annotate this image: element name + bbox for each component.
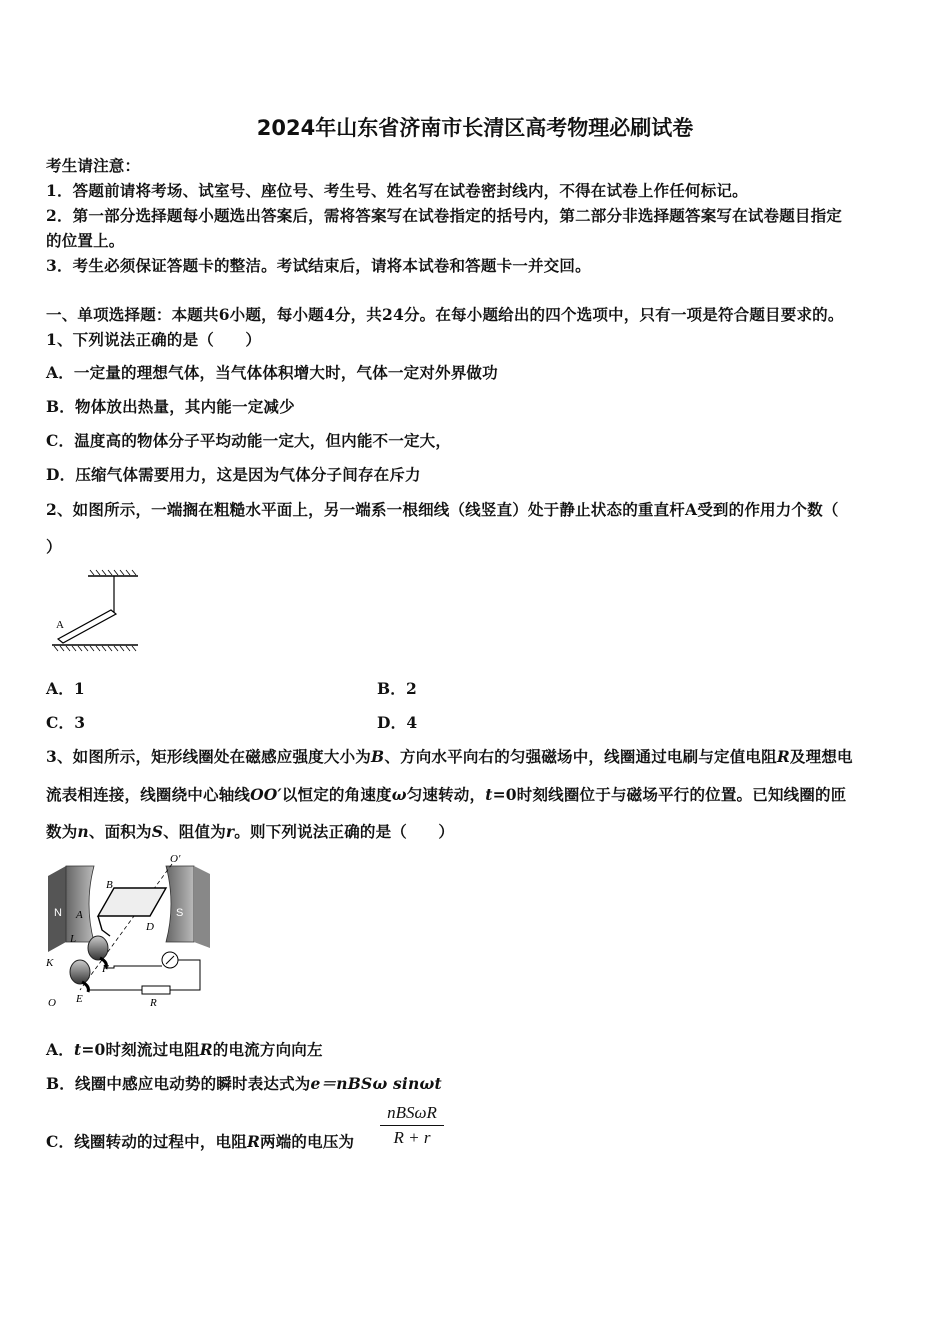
fraction-denominator: R + r — [393, 1128, 431, 1147]
q1-option-b: B．物体放出热量，其内能一定减少 — [46, 397, 295, 416]
q3-option-c: C．线圈转动的过程中，电阻R两端的电压为 — [46, 1132, 355, 1151]
q3-figure-label-n: N — [54, 907, 62, 919]
section-heading: 一、单项选择题：本题共6小题，每小题4分，共24分。在每小题给出的四个选项中，只有一项是符合题目要求的。 — [46, 305, 844, 324]
q1-option-d: D．压缩气体需要用力，这是因为气体分子间存在斥力 — [46, 465, 421, 484]
q2-figure-rod-diagram — [46, 568, 146, 658]
q2-stem-line2: ） — [46, 537, 62, 556]
q1-option-c: C．温度高的物体分子平均动能一定大，但内能不一定大， — [46, 431, 452, 450]
q3-figure-generator-diagram — [42, 850, 222, 1012]
q3-figure-label-b: B — [106, 879, 113, 891]
q3-figure-label-l: L — [70, 933, 77, 945]
notice-item-3: 3．考生必须保证答题卡的整洁。考试结束后，请将本试卷和答题卡一并交回。 — [46, 256, 591, 275]
q2-figure-label-a: A — [56, 619, 64, 631]
q3-figure-label-a: A — [76, 909, 83, 921]
q3-figure-label-o: O — [48, 997, 56, 1009]
q1-stem: 1、下列说法正确的是（ ） — [46, 330, 262, 349]
q3-figure-label-o-prime: O′ — [170, 853, 181, 865]
q3-option-c-fraction — [380, 1103, 444, 1148]
q3-figure-label-s: S — [176, 907, 184, 919]
q3-option-a: A．t=0时刻流过电阻R的电流方向向左 — [46, 1040, 323, 1059]
q2-option-a: A．1 — [46, 679, 85, 698]
q1-option-a: A．一定量的理想气体，当气体体积增大时，气体一定对外界做功 — [46, 363, 498, 382]
q2-option-b: B．2 — [377, 679, 417, 698]
notice-item-2-cont: 的位置上。 — [46, 231, 125, 250]
q3-figure-label-d: D — [146, 921, 154, 933]
q3-figure-label-k: K — [46, 957, 54, 969]
fraction-numerator: nBSωR — [380, 1103, 444, 1126]
notice-item-1: 1．答题前请将考场、试室号、座位号、考生号、姓名写在试卷密封线内，不得在试卷上作任何标记。 — [46, 181, 748, 200]
q2-option-c: C．3 — [46, 713, 86, 732]
q3-figure-label-r: R — [150, 997, 157, 1009]
q2-stem-line1: 2、如图所示，一端搁在粗糙水平面上，另一端系一根细线（线竖直）处于静止状态的重直杆A受到的作用力个数（ — [46, 500, 839, 519]
page-title: 2024年山东省济南市长清区高考物理必刷试卷 — [256, 116, 694, 140]
q3-stem-line1: 3、如图所示，矩形线圈处在磁感应强度大小为B、方向水平向右的匀强磁场中，线圈通过电刷与定值电阻R及理想电 — [46, 747, 853, 766]
q3-figure-label-f: F — [102, 963, 109, 975]
notice-heading: 考生请注意： — [46, 156, 141, 175]
notice-item-2: 2．第一部分选择题每小题选出答案后，需将答案写在试卷指定的括号内，第二部分非选择题答案写在试卷题目指定 — [46, 206, 842, 225]
q3-option-b: B．线圈中感应电动势的瞬时表达式为e＝nBSω sinωt — [46, 1074, 442, 1093]
q2-option-d: D．4 — [377, 713, 418, 732]
q3-stem-line3: 数为n、面积为S、阻值为r。则下列说法正确的是（ ） — [46, 822, 455, 841]
q3-stem-line2: 流表相连接，线圈绕中心轴线OO′以恒定的角速度ω匀速转动，t=0时刻线圈位于与磁场平行的位置。已知线圈的匝 — [46, 785, 847, 804]
q3-figure-label-e: E — [76, 993, 83, 1005]
